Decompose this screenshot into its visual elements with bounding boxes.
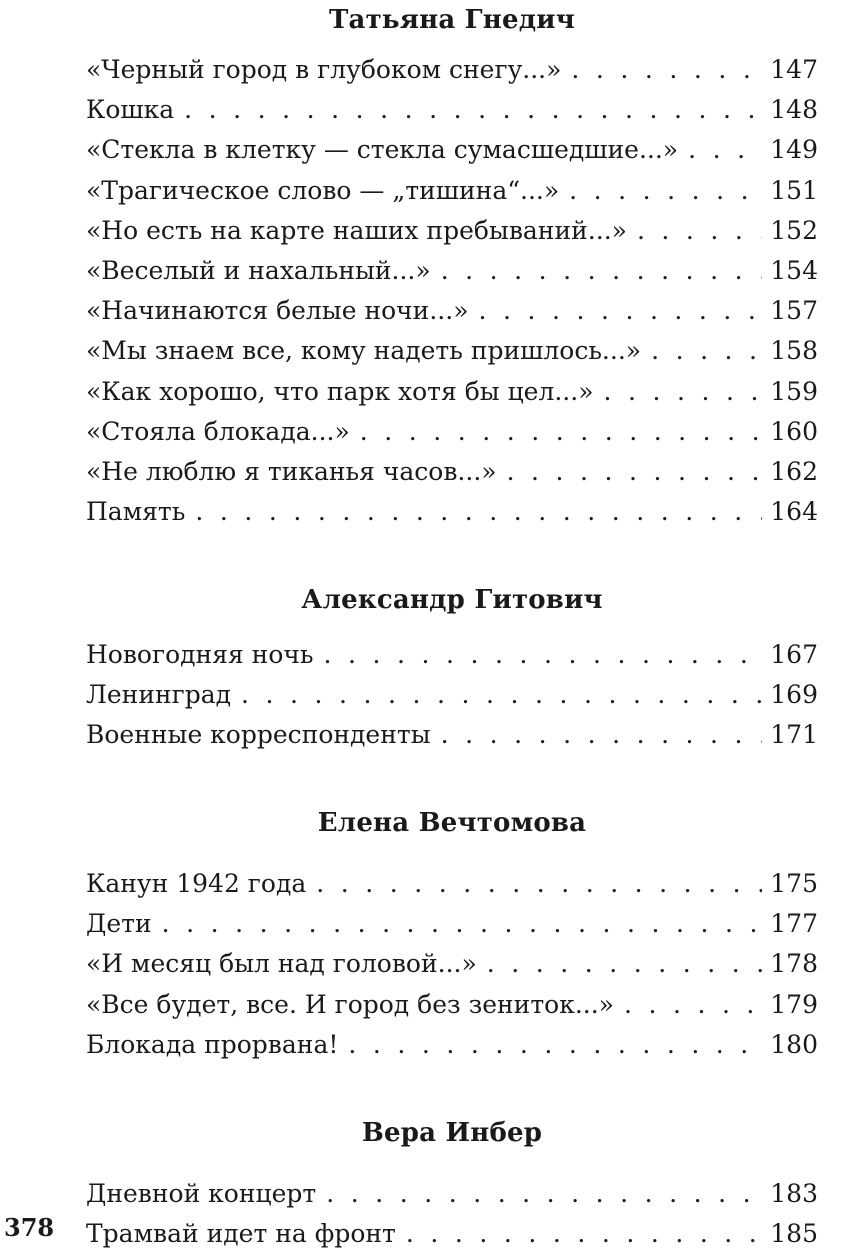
toc-list (86, 864, 818, 1065)
entry-title: «Как хорошо, что парк хотя бы цел...» (86, 376, 594, 406)
entry-title: «Стояла блокада...» (86, 416, 350, 446)
toc-entry (86, 331, 818, 371)
entry-title: «Черный город в глубоком снегу...» (86, 55, 562, 84)
dot-leader (241, 675, 762, 715)
entry-title: Память (86, 497, 186, 527)
dot-leader (441, 715, 763, 755)
dot-leader (348, 1025, 762, 1065)
entry-page-number: 167 (770, 640, 818, 669)
entry-title: Дети (86, 909, 152, 939)
toc-entry (86, 492, 818, 532)
entry-title: «Трагическое слово — „тишина“...» (86, 175, 560, 205)
toc-entry (86, 291, 818, 331)
entry-title: Военные корреспонденты (86, 720, 431, 750)
toc-entry (86, 1025, 818, 1065)
toc-entry (86, 1214, 818, 1254)
entry-page-number: 159 (770, 376, 818, 406)
entry-title: «Стекла в клетку — стекла сумасшедшие...» (86, 135, 679, 165)
author-heading: Елена Вечтомова (317, 808, 587, 838)
dot-leader (637, 211, 762, 251)
entry-title: Блокада прорвана! (86, 1029, 339, 1059)
dot-leader (324, 635, 763, 675)
entry-title: «Не люблю я тиканья часов...» (86, 456, 497, 486)
toc-entry (86, 904, 818, 944)
entry-page-number: 183 (770, 1179, 818, 1208)
entry-page-number: 147 (770, 55, 818, 84)
author-heading: Александр Гитович (301, 585, 603, 615)
page-number: 378 (4, 1213, 55, 1242)
toc-entry (86, 452, 818, 492)
entry-title: Ленинград (86, 680, 232, 710)
toc-entry (86, 251, 818, 291)
toc-list (86, 635, 818, 756)
entry-title: «Все будет, все. И город без зениток...» (86, 989, 614, 1019)
author-heading: Татьяна Гнедич (328, 5, 576, 35)
entry-page-number: 158 (770, 336, 818, 366)
toc-entry (86, 372, 818, 412)
toc-section-inber (86, 1113, 818, 1254)
toc-entry (86, 944, 818, 984)
entry-title: Новогодняя ночь (86, 640, 314, 669)
entry-page-number: 169 (770, 680, 818, 710)
toc-section-gnedich (86, 0, 818, 532)
entry-page-number: 171 (770, 720, 818, 750)
entry-page-number: 164 (770, 497, 818, 527)
entry-title: Кошка (86, 95, 175, 125)
toc-entry (86, 412, 818, 452)
entry-page-number: 180 (770, 1029, 818, 1059)
toc-entry (86, 635, 818, 675)
dot-leader (487, 944, 763, 984)
dot-leader (316, 864, 762, 904)
entry-page-number: 175 (770, 869, 818, 898)
entry-page-number: 185 (770, 1219, 818, 1249)
toc-entry (86, 171, 818, 211)
entry-title: «Мы знаем все, кому надеть пришлось...» (86, 336, 642, 366)
dot-leader (688, 130, 762, 170)
toc-entry (86, 90, 818, 130)
entry-page-number: 148 (770, 95, 818, 125)
dot-leader (478, 291, 762, 331)
author-heading: Вера Инбер (361, 1118, 543, 1148)
entry-page-number: 160 (770, 416, 818, 446)
toc-entry (86, 985, 818, 1025)
dot-leader (507, 452, 763, 492)
toc-entry (86, 211, 818, 251)
entry-title: «И месяц был над головой...» (86, 949, 477, 979)
entry-title: «Начинаются белые ночи...» (86, 296, 469, 326)
entry-title: «Но есть на карте наших пребываний...» (86, 215, 627, 245)
dot-leader (162, 904, 763, 944)
dot-leader (441, 251, 763, 291)
dot-leader (326, 1174, 762, 1214)
entry-title: Дневной концерт (86, 1179, 317, 1208)
dot-leader (195, 492, 762, 532)
entry-page-number: 152 (770, 215, 818, 245)
toc-entry (86, 675, 818, 715)
toc-entry (86, 1174, 818, 1214)
dot-leader (624, 985, 762, 1025)
dot-leader (571, 50, 762, 90)
dot-leader (184, 90, 762, 130)
entry-page-number: 149 (770, 135, 818, 165)
entry-page-number: 151 (770, 175, 818, 205)
dot-leader (651, 331, 762, 371)
dot-leader (604, 372, 763, 412)
toc-section-vechtomova (86, 803, 818, 1065)
entry-page-number: 154 (770, 255, 818, 285)
dot-leader (569, 171, 762, 211)
toc-entry (86, 864, 818, 904)
toc-list (86, 1174, 818, 1254)
entry-page-number: 162 (770, 456, 818, 486)
entry-page-number: 178 (770, 949, 818, 979)
toc-entry (86, 715, 818, 755)
toc-entry (86, 130, 818, 170)
toc-entry (86, 50, 818, 90)
entry-title: «Веселый и нахальный...» (86, 255, 431, 285)
entry-page-number: 179 (770, 989, 818, 1019)
entry-page-number: 177 (770, 909, 818, 939)
dot-leader (360, 412, 763, 452)
entry-page-number: 157 (770, 296, 818, 326)
toc-list (86, 50, 818, 532)
entry-title: Трамвай идет на фронт (86, 1219, 396, 1249)
entry-title: Канун 1942 года (86, 869, 307, 898)
toc-section-gitovich (86, 580, 818, 756)
dot-leader (406, 1214, 762, 1254)
